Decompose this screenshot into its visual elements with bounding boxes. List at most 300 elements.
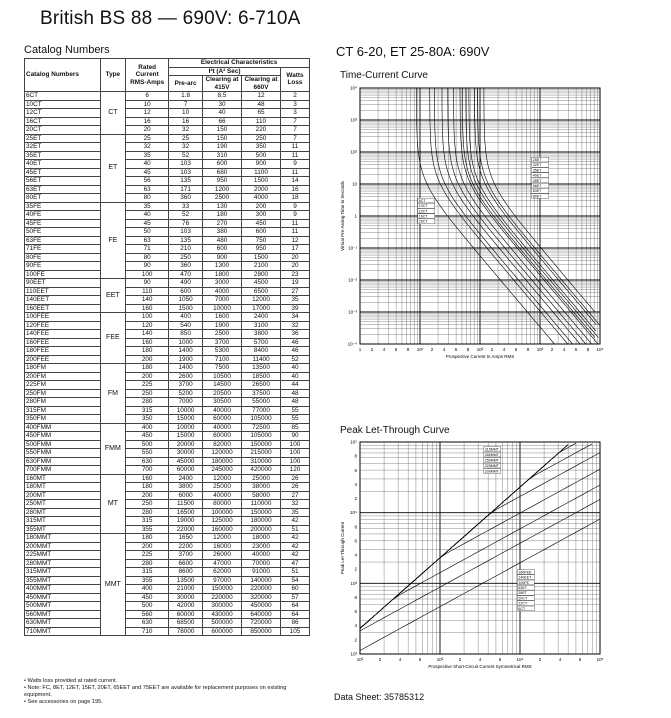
- cell-rated: 140: [126, 330, 169, 339]
- cell-catalog: 90FE: [25, 262, 101, 271]
- cell-clear660: 1500: [242, 253, 281, 262]
- cell-type: MMT: [100, 534, 126, 636]
- cell-watts: 64: [281, 610, 310, 619]
- table-row: [25, 287, 310, 296]
- col-clear660: Clearing at 660V: [242, 76, 281, 92]
- x-tick-label: 2: [370, 347, 374, 352]
- cell-rated: 450: [126, 432, 169, 441]
- cell-catalog: 200FEE: [25, 355, 101, 364]
- table-row: [25, 483, 310, 492]
- cell-watts: 120: [281, 466, 310, 475]
- cell-rated: 20: [126, 126, 169, 135]
- cell-watts: 40: [281, 372, 310, 381]
- cell-rated: 200: [126, 491, 169, 500]
- cell-rated: 90: [126, 279, 169, 288]
- cell-clear660: 13500: [242, 364, 281, 373]
- cell-rated: 180: [126, 534, 169, 543]
- cell-prearc: 32: [169, 143, 203, 152]
- table-row: [25, 610, 310, 619]
- cell-catalog: 250MT: [25, 500, 101, 509]
- cell-rated: 110: [126, 287, 169, 296]
- series-label: 225MMT: [484, 463, 499, 468]
- cell-clear660: 250: [242, 134, 281, 143]
- cell-clear660: 17000: [242, 304, 281, 313]
- cell-clear660: 320000: [242, 593, 281, 602]
- cell-clear415: 2500: [203, 330, 242, 339]
- cell-prearc: 52: [169, 211, 203, 220]
- table-row: [25, 313, 310, 322]
- cell-catalog: 40ET: [25, 160, 101, 169]
- x-tick-label: 8: [466, 347, 470, 352]
- table-row: [25, 194, 310, 203]
- x-tick-label: 10³: [536, 347, 544, 352]
- cell-type: FEE: [100, 313, 126, 364]
- cell-catalog: 180FEE: [25, 347, 101, 356]
- table-row: [25, 585, 310, 594]
- cell-clear660: 220000: [242, 585, 281, 594]
- y-tick-label: 6: [354, 467, 357, 473]
- cell-rated: 40: [126, 211, 169, 220]
- y-tick-label: 10⁻¹: [348, 245, 357, 251]
- x-axis-label: Prospective Short-Circuit Current Symmetrical RMS: [428, 664, 532, 669]
- cell-catalog: 630MMT: [25, 619, 101, 628]
- series-label: 12CT: [518, 601, 528, 606]
- cell-clear415: 62000: [203, 568, 242, 577]
- cell-prearc: 360: [169, 262, 203, 271]
- cell-rated: 500: [126, 602, 169, 611]
- cell-clear660: 850000: [242, 627, 281, 636]
- cell-watts: 105: [281, 627, 310, 636]
- col-rated: Rated Current RMS-Amps: [126, 59, 169, 92]
- cell-clear660: 23000: [242, 542, 281, 551]
- cell-watts: 9: [281, 202, 310, 211]
- cell-rated: 32: [126, 143, 169, 152]
- cell-watts: 2: [281, 92, 310, 101]
- cell-rated: 280: [126, 508, 169, 517]
- table-row: [25, 542, 310, 551]
- col-clear415: Clearing at 415V: [203, 76, 242, 92]
- table-row: [25, 92, 310, 101]
- cell-clear660: 140000: [242, 576, 281, 585]
- cell-clear415: 25000: [203, 483, 242, 492]
- cell-clear660: 150000: [242, 440, 281, 449]
- series-label: 40ET: [532, 173, 542, 178]
- table-row: [25, 398, 310, 407]
- series-label: 280MMT: [484, 452, 499, 457]
- cell-clear660: 37500: [242, 389, 281, 398]
- cell-rated: 180: [126, 483, 169, 492]
- cell-catalog: 25ET: [25, 134, 101, 143]
- cell-clear660: 600: [242, 228, 281, 237]
- x-tick-label: 2: [550, 347, 554, 352]
- series-label: 56ET: [532, 183, 542, 188]
- cell-catalog: 80FE: [25, 253, 101, 262]
- cell-rated: 700: [126, 466, 169, 475]
- cell-watts: 11: [281, 228, 310, 237]
- table-row: [25, 245, 310, 254]
- col-group-electrical: Electrical Characteristics: [169, 59, 310, 68]
- cell-rated: 630: [126, 619, 169, 628]
- series-label: 140EET: [518, 575, 532, 580]
- x-tick-label: 4: [502, 347, 506, 352]
- x-tick-label: 4: [478, 657, 482, 662]
- col-watts: Watts Loss: [281, 67, 310, 92]
- cell-clear660: 18000: [242, 534, 281, 543]
- cell-rated: 630: [126, 457, 169, 466]
- charts-heading: CT 6-20, ET 25-80A: 690V: [336, 44, 490, 59]
- cell-clear415: 1900: [203, 321, 242, 330]
- cell-catalog: 225FM: [25, 381, 101, 390]
- cell-prearc: 30000: [169, 449, 203, 458]
- cell-rated: 200: [126, 372, 169, 381]
- cell-prearc: 135: [169, 177, 203, 186]
- cell-rated: 160: [126, 474, 169, 483]
- cell-rated: 35: [126, 151, 169, 160]
- cell-clear660: 3800: [242, 330, 281, 339]
- table-row: [25, 100, 310, 109]
- cell-rated: 250: [126, 389, 169, 398]
- y-tick-label: 2: [354, 637, 357, 643]
- series-label: 20CT: [518, 596, 528, 601]
- x-tick-label: 2: [458, 657, 462, 662]
- cell-rated: 560: [126, 610, 169, 619]
- cell-prearc: 68500: [169, 619, 203, 628]
- y-tick-label: 10⁴: [350, 510, 357, 516]
- cell-clear415: 600: [203, 160, 242, 169]
- cell-clear415: 3700: [203, 338, 242, 347]
- cell-clear415: 7000: [203, 296, 242, 305]
- table-row: [25, 355, 310, 364]
- table-row: [25, 160, 310, 169]
- cell-catalog: 350FM: [25, 415, 101, 424]
- cell-watts: 11: [281, 143, 310, 152]
- catalog-table-wrap: [24, 58, 310, 636]
- cell-prearc: 2400: [169, 474, 203, 483]
- cell-prearc: 850: [169, 330, 203, 339]
- cell-catalog: 500FMM: [25, 440, 101, 449]
- cell-clear415: 47000: [203, 559, 242, 568]
- cell-prearc: 33: [169, 202, 203, 211]
- cell-watts: 39: [281, 304, 310, 313]
- cell-type: FMM: [100, 423, 126, 474]
- cell-catalog: 500MMT: [25, 602, 101, 611]
- cell-clear415: 40: [203, 109, 242, 118]
- cell-watts: 3: [281, 109, 310, 118]
- cell-rated: 45: [126, 168, 169, 177]
- cell-prearc: 32: [169, 126, 203, 135]
- cell-type: FE: [100, 202, 126, 279]
- cell-rated: 120: [126, 321, 169, 330]
- x-axis-label: Prospective Current In Amps RMS: [445, 354, 515, 359]
- cell-clear415: 82000: [203, 440, 242, 449]
- cell-clear415: 66: [203, 117, 242, 126]
- cell-clear415: 480: [203, 236, 242, 245]
- cell-rated: 63: [126, 236, 169, 245]
- col-group-i2t: I²t (A² Sec): [169, 67, 281, 76]
- cell-watts: 85: [281, 423, 310, 432]
- cell-rated: 63: [126, 185, 169, 194]
- cell-rated: 450: [126, 593, 169, 602]
- y-tick-label: 10³: [350, 580, 357, 586]
- cell-clear415: 4000: [203, 287, 242, 296]
- y-tick-label: 10²: [350, 149, 357, 155]
- table-row: [25, 109, 310, 118]
- cell-watts: 42: [281, 517, 310, 526]
- cell-catalog: 280MT: [25, 508, 101, 517]
- y-tick-label: 10: [351, 181, 357, 187]
- y-tick-label: 10⁻³: [348, 309, 357, 315]
- cell-prearc: 1050: [169, 296, 203, 305]
- cell-watts: 36: [281, 330, 310, 339]
- x-tick-label: 2: [490, 347, 494, 352]
- cell-clear415: 40000: [203, 423, 242, 432]
- cell-clear660: 72500: [242, 423, 281, 432]
- series-label: 16CT: [418, 214, 428, 219]
- cell-catalog: 63ET: [25, 185, 101, 194]
- cell-catalog: 630FMM: [25, 457, 101, 466]
- cell-catalog: 12CT: [25, 109, 101, 118]
- cell-rated: 200: [126, 542, 169, 551]
- cell-clear415: 8.5: [203, 92, 242, 101]
- cell-clear660: 26500: [242, 381, 281, 390]
- cell-prearc: 25: [169, 134, 203, 143]
- cell-catalog: 110EET: [25, 287, 101, 296]
- table-row: [25, 253, 310, 262]
- cell-rated: 400: [126, 423, 169, 432]
- cell-watts: 32: [281, 500, 310, 509]
- cell-prearc: 135: [169, 236, 203, 245]
- cell-catalog: 100FEE: [25, 313, 101, 322]
- cell-prearc: 7: [169, 100, 203, 109]
- x-tick-label: 10⁵: [596, 657, 604, 662]
- cell-watts: 42: [281, 542, 310, 551]
- table-row: [25, 134, 310, 143]
- y-tick-label: 2: [354, 496, 357, 502]
- cell-watts: 3: [281, 100, 310, 109]
- peak-let-through-chart: [338, 438, 608, 682]
- x-tick-label: 10²: [476, 347, 484, 352]
- cell-catalog: 315MMT: [25, 568, 101, 577]
- cell-watts: 9: [281, 211, 310, 220]
- cell-rated: 250: [126, 500, 169, 509]
- cell-rated: 315: [126, 517, 169, 526]
- x-tick-label: 6: [514, 347, 518, 352]
- cell-catalog: 160FEE: [25, 338, 101, 347]
- cell-type: FM: [100, 364, 126, 424]
- table-row: [25, 304, 310, 313]
- cell-prearc: 2600: [169, 372, 203, 381]
- cell-prearc: 42000: [169, 602, 203, 611]
- cell-clear415: 130: [203, 202, 242, 211]
- cell-prearc: 21000: [169, 585, 203, 594]
- cell-clear415: 500000: [203, 619, 242, 628]
- cell-clear660: 105000: [242, 432, 281, 441]
- plot-frame: [360, 442, 600, 654]
- cell-clear415: 7500: [203, 364, 242, 373]
- notes: [24, 678, 314, 706]
- cell-clear660: 150000: [242, 508, 281, 517]
- cell-clear660: 8400: [242, 347, 281, 356]
- cell-prearc: 490: [169, 279, 203, 288]
- table-row: [25, 321, 310, 330]
- cell-rated: 56: [126, 177, 169, 186]
- cell-catalog: 180MMT: [25, 534, 101, 543]
- cell-clear415: 150: [203, 134, 242, 143]
- cell-clear660: 25000: [242, 474, 281, 483]
- cell-rated: 40: [126, 160, 169, 169]
- cell-type: CT: [100, 92, 126, 135]
- cell-clear415: 190: [203, 143, 242, 152]
- series-label: 250MMT: [484, 458, 499, 463]
- cell-catalog: 710MMT: [25, 627, 101, 636]
- x-tick-label: 6: [454, 347, 458, 352]
- plt-title: Peak Let-Through Curve: [340, 425, 450, 436]
- cell-clear415: 30: [203, 100, 242, 109]
- cell-watts: 47: [281, 559, 310, 568]
- cell-clear660: 2800: [242, 270, 281, 279]
- cell-watts: 20: [281, 253, 310, 262]
- x-tick-label: 2: [378, 657, 382, 662]
- cell-catalog: 200MT: [25, 491, 101, 500]
- cell-prearc: 15000: [169, 415, 203, 424]
- y-tick-label: 2: [354, 566, 357, 572]
- x-tick-label: 1: [358, 347, 362, 352]
- table-row: [25, 143, 310, 152]
- cell-clear415: 600: [203, 245, 242, 254]
- series-label: 10CT: [418, 204, 428, 209]
- cell-clear660: 38000: [242, 483, 281, 492]
- cell-prearc: 3800: [169, 483, 203, 492]
- cell-catalog: 140FEE: [25, 330, 101, 339]
- cell-clear660: 6500: [242, 287, 281, 296]
- cell-clear660: 5700: [242, 338, 281, 347]
- cell-clear415: 900: [203, 253, 242, 262]
- cell-watts: 34: [281, 313, 310, 322]
- cell-clear415: 10000: [203, 304, 242, 313]
- table-row: [25, 211, 310, 220]
- cell-clear660: 180000: [242, 517, 281, 526]
- series-label: 315MMT: [484, 447, 499, 452]
- cell-watts: 46: [281, 338, 310, 347]
- cell-clear415: 60000: [203, 432, 242, 441]
- cell-clear415: 5300: [203, 347, 242, 356]
- table-row: [25, 534, 310, 543]
- cell-catalog: 450FMM: [25, 432, 101, 441]
- cell-rated: 50: [126, 228, 169, 237]
- cell-clear415: 160000: [203, 525, 242, 534]
- y-axis-label: Virtual Pre-Arcing Time in Seconds: [340, 181, 345, 251]
- cell-clear415: 1200: [203, 185, 242, 194]
- cell-prearc: 470: [169, 270, 203, 279]
- table-row: [25, 168, 310, 177]
- cell-clear415: 7100: [203, 355, 242, 364]
- cell-clear660: 2000: [242, 185, 281, 194]
- x-tick-label: 6: [394, 347, 398, 352]
- datasheet-number: Data Sheet: 35785312: [334, 692, 425, 702]
- y-tick-label: 4: [354, 481, 357, 487]
- cell-clear660: 65: [242, 109, 281, 118]
- cell-rated: 550: [126, 449, 169, 458]
- cell-catalog: 40FE: [25, 211, 101, 220]
- col-prearc: Pre-arc: [169, 76, 203, 92]
- cell-watts: 18: [281, 194, 310, 203]
- tcc-title: Time-Current Curve: [340, 70, 428, 81]
- cell-watts: 48: [281, 389, 310, 398]
- cell-rated: 225: [126, 551, 169, 560]
- cell-clear660: 200: [242, 202, 281, 211]
- cell-watts: 64: [281, 602, 310, 611]
- table-row: [25, 330, 310, 339]
- cell-rated: 35: [126, 202, 169, 211]
- cell-watts: 14: [281, 177, 310, 186]
- cell-prearc: 22000: [169, 525, 203, 534]
- cell-prearc: 1400: [169, 364, 203, 373]
- table-row: [25, 517, 310, 526]
- cell-prearc: 15000: [169, 432, 203, 441]
- y-tick-label: 8: [354, 453, 357, 459]
- cell-clear660: 2400: [242, 313, 281, 322]
- cell-clear660: 900: [242, 160, 281, 169]
- cell-type: MT: [100, 474, 126, 534]
- cell-clear415: 14500: [203, 381, 242, 390]
- cell-rated: 315: [126, 568, 169, 577]
- cell-rated: 71: [126, 245, 169, 254]
- cell-clear415: 16000: [203, 542, 242, 551]
- y-tick-label: 10³: [350, 117, 357, 123]
- cell-watts: 26: [281, 474, 310, 483]
- cell-watts: 48: [281, 398, 310, 407]
- cell-watts: 17: [281, 245, 310, 254]
- series-label: 45ET: [532, 178, 542, 183]
- x-tick-label: 6: [574, 347, 578, 352]
- cell-clear660: 55000: [242, 398, 281, 407]
- cell-clear415: 380: [203, 228, 242, 237]
- cell-catalog: 50FE: [25, 228, 101, 237]
- cell-catalog: 6CT: [25, 92, 101, 101]
- cell-rated: 90: [126, 262, 169, 271]
- cell-clear415: 430000: [203, 610, 242, 619]
- table-row: [25, 228, 310, 237]
- cell-catalog: 20CT: [25, 126, 101, 135]
- cell-clear415: 12000: [203, 474, 242, 483]
- cell-prearc: 103: [169, 228, 203, 237]
- table-row: [25, 177, 310, 186]
- cell-watts: 51: [281, 568, 310, 577]
- cell-clear415: 3000: [203, 279, 242, 288]
- cell-prearc: 250: [169, 253, 203, 262]
- cell-clear415: 40000: [203, 406, 242, 415]
- cell-rated: 280: [126, 559, 169, 568]
- cell-watts: 54: [281, 576, 310, 585]
- cell-watts: 11: [281, 168, 310, 177]
- cell-catalog: 16CT: [25, 117, 101, 126]
- cell-catalog: 120FEE: [25, 321, 101, 330]
- table-row: [25, 151, 310, 160]
- cell-prearc: 7000: [169, 398, 203, 407]
- cell-prearc: 400: [169, 313, 203, 322]
- cell-prearc: 8600: [169, 568, 203, 577]
- cell-watts: 60: [281, 585, 310, 594]
- note: • See accessories on page 195.: [24, 699, 103, 705]
- cell-clear660: 720000: [242, 619, 281, 628]
- cell-rated: 160: [126, 304, 169, 313]
- cell-clear415: 20500: [203, 389, 242, 398]
- y-tick-label: 1: [354, 213, 357, 219]
- table-row: [25, 202, 310, 211]
- y-tick-label: 6: [354, 538, 357, 544]
- series-label: 35ET: [532, 168, 542, 173]
- cell-watts: 32: [281, 321, 310, 330]
